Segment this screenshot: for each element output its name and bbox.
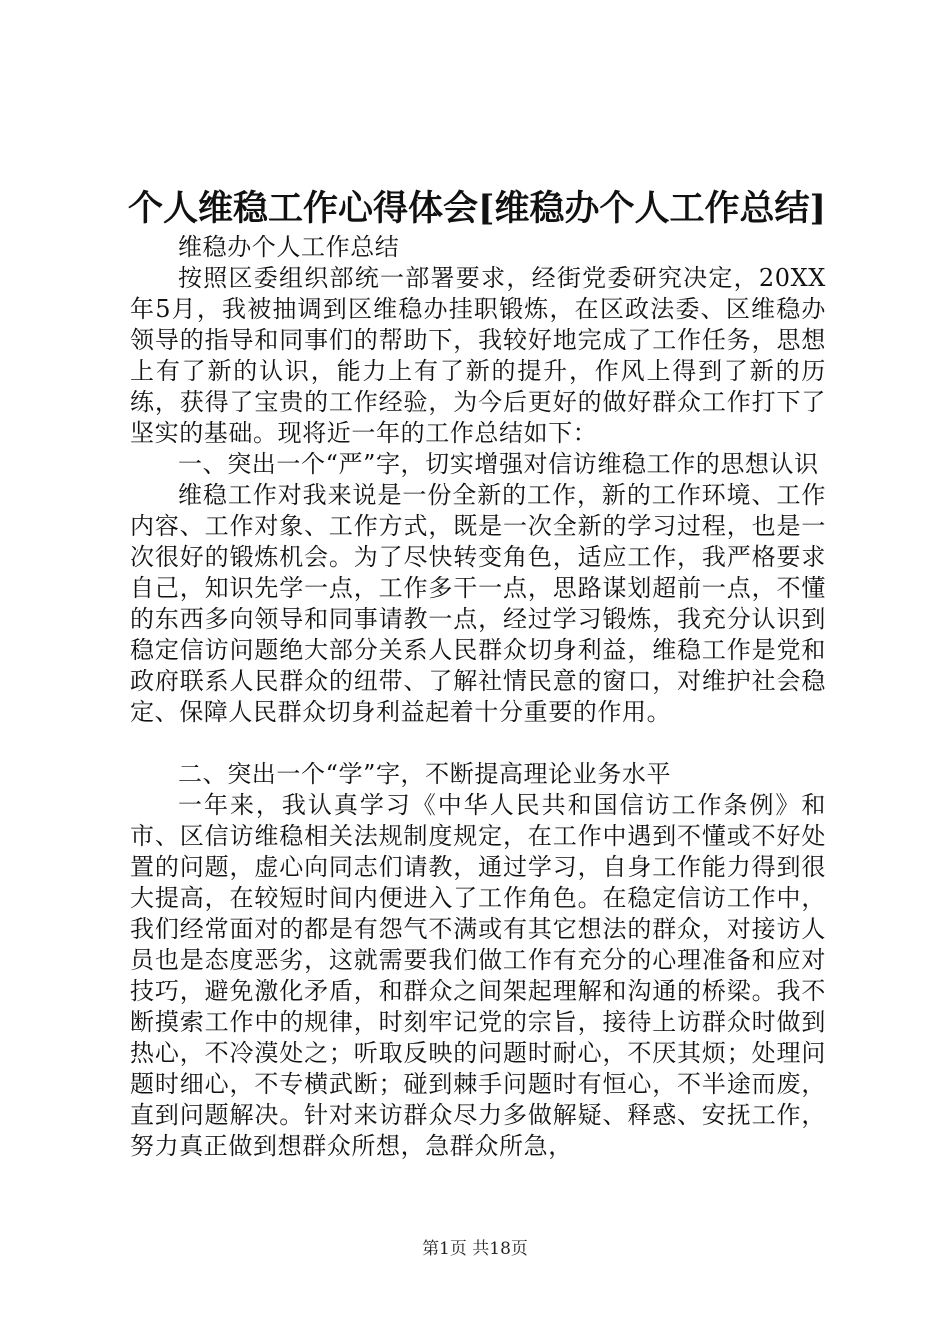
section-heading-1: 一、突出一个“严”字，切实增强对信访维稳工作的思想认识 [178, 450, 819, 478]
section-2-paragraph: 一年来，我认真学习《中华人民共和国信访工作条例》和市、区信访维稳相关法规制度规定，在工作中遇到不懂或不好处置的问题，虚心向同志们请教，通过学习，自身工作能力得到很大提高，在较短时间内便进入了工作角色。在稳定信访工作中，我们经常面对的都是有怨气不满或有其它想法的群众，对接访人员也是态度恶劣，这就需要我们做工作有充分的心理准备和应对技巧，避免激化矛盾，和群众之间架起理解和沟通的桥梁。我不断摸索工作中的规律，时刻牢记党的宗旨，接待上访群众时做到热心，不冷漠处之；听取反映的问题时耐心，不厌其烦；处理问题时细心，不专横武断；碰到棘手问题时有恒心，不半途而废，直到问题解决。针对来访群众尽力多做解疑、释惑、安抚工作，努力真正做到想群众所想，急群众所急， [130, 791, 826, 1160]
section-heading-2: 二、突出一个“学”字，不断提高理论业务水平 [178, 760, 672, 788]
section-1-paragraph: 维稳工作对我来说是一份全新的工作，新的工作环境、工作内容、工作对象、工作方式，既是一次全新的学习过程，也是一次很好的锻炼机会。为了尽快转变角色，适应工作，我严格要求自己，知识先学一点，工作多干一点，思路谋划超前一点，不懂的东西多向领导和同事请教一点，经过学习锻炼，我充分认识到稳定信访问题绝大部分关系人民群众切身利益，维稳工作是党和政府联系人民群众的纽带、了解社情民意的窗口，对维护社会稳定、保障人民群众切身利益起着十分重要的作用。 [130, 481, 826, 726]
document-title: 个人维稳工作心得体会[维稳办个人工作总结] [128, 188, 827, 229]
subtitle-paragraph: 维稳办个人工作总结 [178, 233, 400, 261]
document-body [130, 232, 826, 1162]
intro-paragraph: 按照区委组织部统一部署要求，经街党委研究决定，20XX年5月，我被抽调到区维稳办挂职锻炼，在区政法委、区维稳办领导的指导和同事们的帮助下，我较好地完成了工作任务，思想上有了新的认识，能力上有了新的提升，作风上得到了新的历练，获得了宝贵的工作经验，为今后更好的做好群众工作打下了坚实的基础。现将近一年的工作总结如下： [130, 264, 826, 447]
page-footer: 第1页 共18页 [422, 1239, 528, 1259]
